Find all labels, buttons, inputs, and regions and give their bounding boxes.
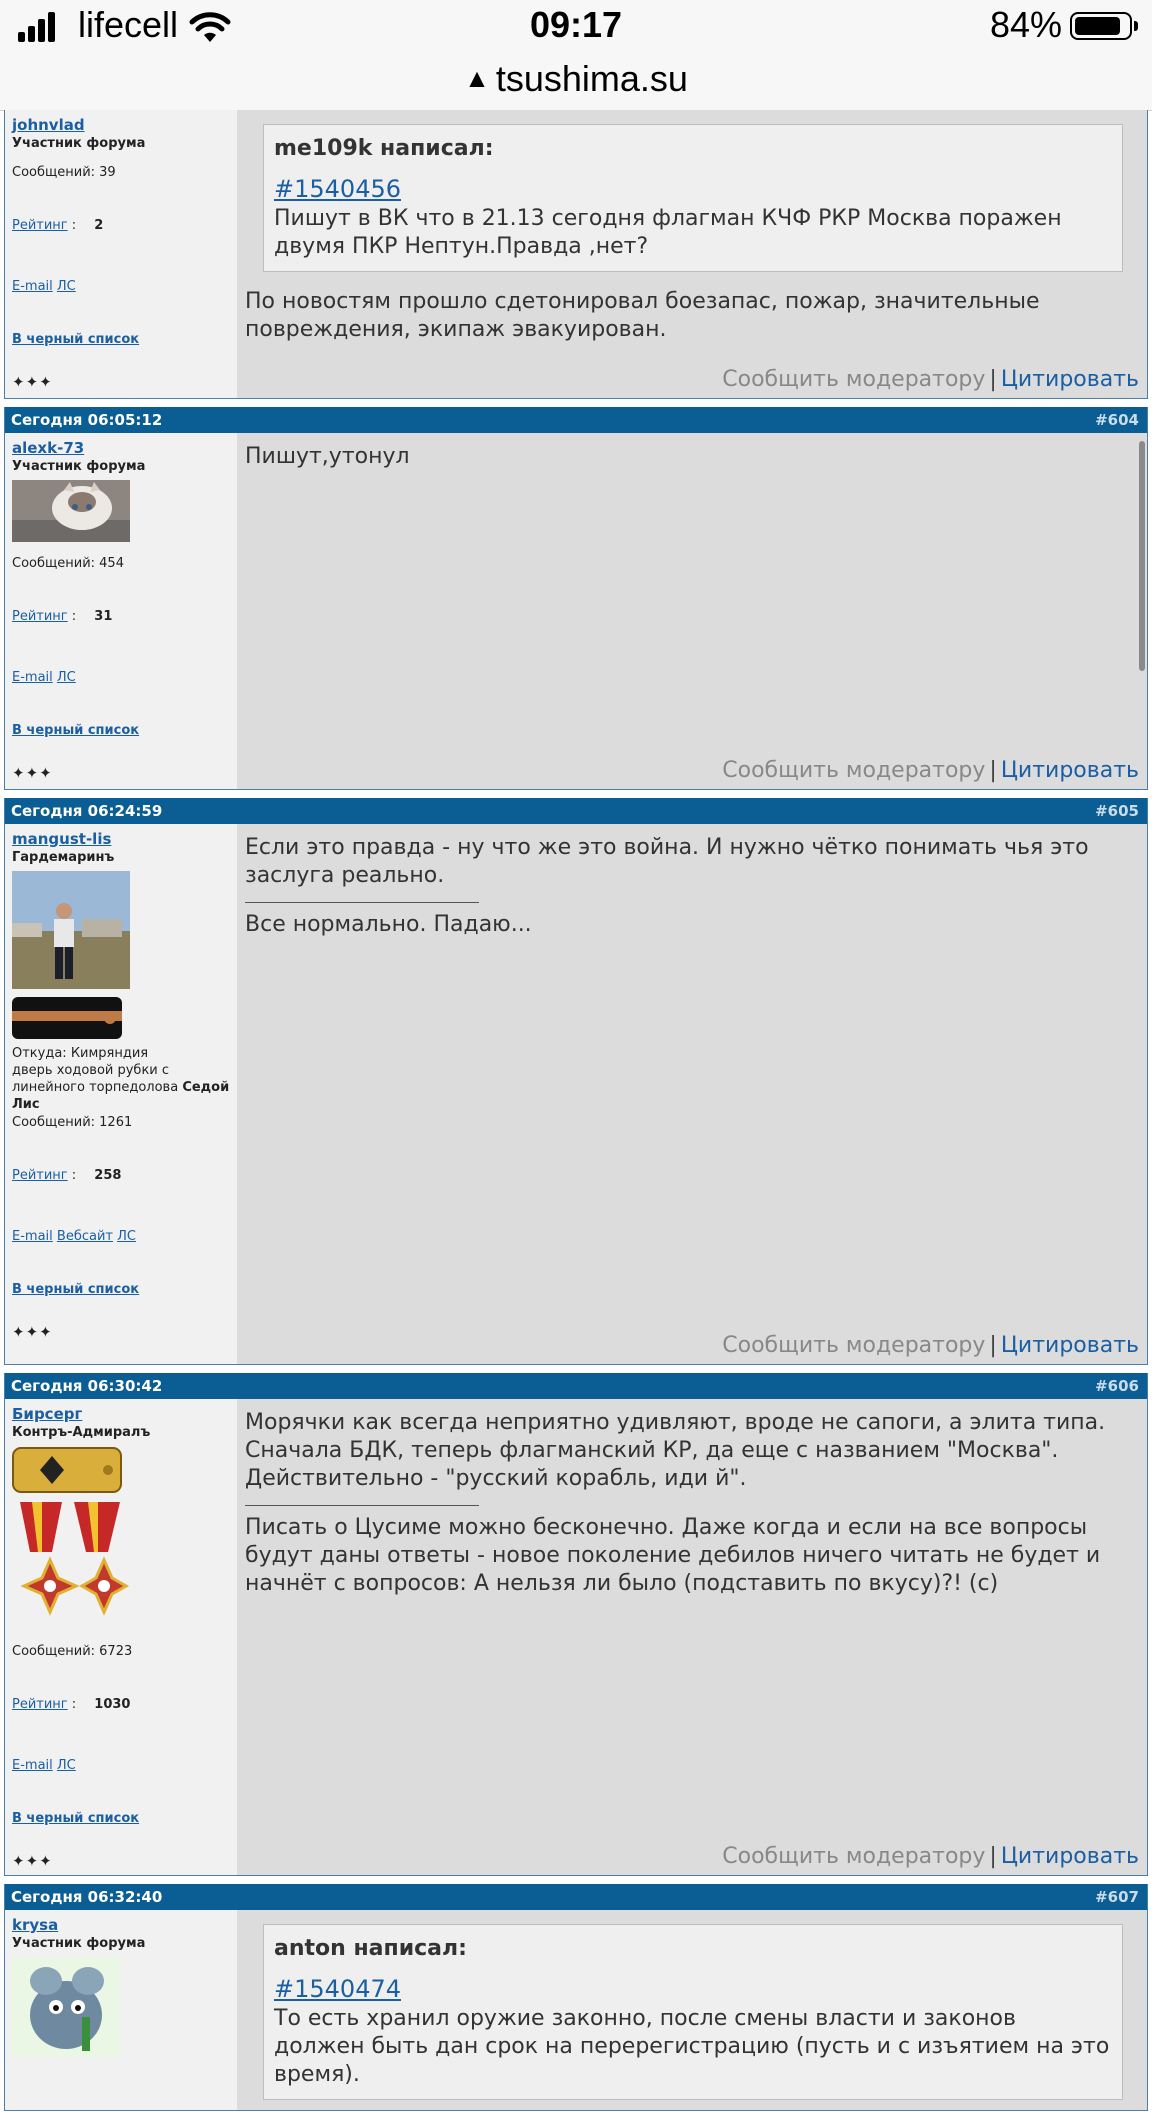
quote-text: То есть хранил оружие законно, после смены власти и законов должен быть дан срок на перерегистрацию (пусть и с изъятием на это время).	[274, 2006, 1110, 2087]
author-rank: Гардемаринъ	[12, 850, 115, 865]
quote-author: anton написал:	[274, 1936, 467, 1961]
author-name[interactable]: krysa	[12, 1916, 59, 1934]
post-header	[5, 798, 1147, 824]
post-text: Пишут,утонул	[245, 444, 410, 469]
signature-divider	[245, 902, 479, 903]
rating-value: 1030	[94, 1697, 131, 1712]
quote-author: me109k написал:	[274, 136, 494, 161]
author-panel	[5, 433, 237, 789]
author-rank: Участник форума	[12, 1936, 146, 1951]
more-icon[interactable]: ✦✦✦	[12, 764, 53, 782]
more-icon[interactable]: ✦✦✦	[12, 373, 53, 391]
contacts	[12, 279, 231, 294]
contacts	[12, 670, 231, 685]
quote-text: Пишут в ВК что в 21.13 сегодня флагман КЧФ РКР Москва поражен двумя ПКР Нептун.Правда ,нет?	[274, 206, 1062, 259]
message-count: Сообщений: 39	[12, 165, 116, 180]
clock: 09:17	[529, 4, 623, 45]
author-name[interactable]: mangust-lis	[12, 830, 112, 848]
forum-post	[4, 1884, 1148, 2111]
post-number[interactable]: #604	[1095, 411, 1139, 429]
avatar	[12, 480, 130, 542]
author-panel	[5, 824, 237, 1364]
battery-percent: 84%	[990, 4, 1063, 45]
quote-post-link[interactable]: #1540456	[274, 175, 401, 203]
separator: |	[989, 758, 997, 783]
quote-button[interactable]: Цитировать	[1000, 367, 1139, 392]
author-name[interactable]: alexk-73	[12, 439, 85, 457]
more-icon[interactable]: ✦✦✦	[12, 1852, 53, 1870]
pm-link[interactable]: ЛС	[56, 1758, 76, 1773]
quote-block	[263, 1924, 1123, 2100]
separator: |	[989, 367, 997, 392]
post-content	[237, 110, 1147, 398]
rating-link[interactable]: Рейтинг	[12, 1168, 68, 1183]
battery-icon	[1070, 12, 1132, 40]
forum-thread	[4, 110, 1148, 2119]
post-content	[237, 824, 1147, 1364]
report-moderator-link[interactable]: Сообщить модератору	[722, 1844, 986, 1869]
post-number[interactable]: #605	[1095, 802, 1139, 820]
author-rank: Контръ-Адмиралъ	[12, 1425, 151, 1440]
scrollbar[interactable]	[1139, 441, 1145, 671]
post-text: Морячки как всегда неприятно удивляют, вроде не сапоги, а элита типа. Сначала БДК, теперь флагманский КР, да еще с названием "Москва". Действительно - "русский корабль, иди й".	[245, 1410, 1106, 1491]
status-bar	[0, 0, 1152, 58]
rating-value: 2	[94, 218, 104, 233]
medals-image	[12, 1500, 130, 1630]
separator: |	[989, 1844, 997, 1869]
forum-post	[4, 1373, 1148, 1876]
report-moderator-link[interactable]: Сообщить модератору	[722, 367, 986, 392]
post-date: Сегодня 06:24:59	[11, 802, 163, 820]
pm-link[interactable]: ЛС	[56, 670, 76, 685]
post-text: По новостям прошло сдетонировал боезапас, пожар, значительные повреждения, экипаж эвакуирован.	[245, 289, 1040, 342]
rank-insignia-image	[12, 1446, 126, 1494]
quote-button[interactable]: Цитировать	[1000, 758, 1139, 783]
post-actions	[722, 367, 1139, 392]
message-count: Сообщений: 454	[12, 556, 124, 571]
message-count: Сообщений: 1261	[12, 1115, 133, 1130]
rating-value: 258	[94, 1168, 122, 1183]
author-rank: Участник форума	[12, 136, 146, 151]
avatar	[12, 871, 130, 989]
post-content	[237, 1399, 1147, 1875]
rank-insignia-image	[12, 995, 126, 1041]
rating-link[interactable]: Рейтинг	[12, 609, 68, 624]
blacklist-link[interactable]: В черный список	[12, 1282, 140, 1297]
forum-post	[4, 110, 1148, 399]
rating: Рейтинг : 1030	[12, 1697, 131, 1712]
more-icon[interactable]: ✦✦✦	[12, 1323, 53, 1341]
author-rank: Участник форума	[12, 459, 146, 474]
warning-icon: ▲	[464, 63, 490, 93]
separator: |	[989, 1333, 997, 1358]
post-actions	[722, 1333, 1139, 1358]
rating: Рейтинг : 2	[12, 218, 104, 233]
author-name[interactable]: Бирсерг	[12, 1405, 83, 1423]
post-date: Сегодня 06:32:40	[11, 1888, 163, 1906]
contacts	[12, 1229, 231, 1244]
post-header	[5, 1884, 1147, 1910]
rating-link[interactable]: Рейтинг	[12, 218, 68, 233]
rating-link[interactable]: Рейтинг	[12, 1697, 68, 1712]
post-content	[237, 433, 1147, 789]
blacklist-link[interactable]: В черный список	[12, 723, 140, 738]
post-number[interactable]: #607	[1095, 1888, 1139, 1906]
website-link[interactable]: Вебсайт	[56, 1229, 113, 1244]
post-date: Сегодня 06:05:12	[11, 411, 163, 429]
rating: Рейтинг : 258	[12, 1168, 122, 1183]
contacts	[12, 1758, 231, 1773]
author-location: Откуда: Кимряндия дверь ходовой рубки с линейного торпедолова Седой Лис	[12, 1046, 230, 1112]
email-link[interactable]: E-mail	[12, 670, 53, 685]
report-moderator-link[interactable]: Сообщить модератору	[722, 758, 986, 783]
address-bar[interactable]	[0, 58, 1152, 111]
rating-value: 31	[94, 609, 113, 624]
message-count: Сообщений: 6723	[12, 1644, 133, 1659]
post-actions	[722, 1844, 1139, 1869]
author-panel	[5, 1910, 237, 2110]
post-header	[5, 1373, 1147, 1399]
quote-button[interactable]: Цитировать	[1000, 1333, 1139, 1358]
report-moderator-link[interactable]: Сообщить модератору	[722, 1333, 986, 1358]
quote-post-link[interactable]: #1540474	[274, 1975, 401, 2003]
email-link[interactable]: E-mail	[12, 1229, 53, 1244]
signature: Все нормально. Падаю...	[245, 912, 532, 937]
email-link[interactable]: E-mail	[12, 279, 53, 294]
signature-divider	[245, 1505, 479, 1506]
quote-block	[263, 124, 1123, 272]
url-text: tsushima.su	[495, 58, 688, 99]
pm-link[interactable]: ЛС	[117, 1229, 136, 1244]
author-name[interactable]: johnvlad	[12, 116, 85, 134]
post-header	[5, 407, 1147, 433]
email-link[interactable]: E-mail	[12, 1758, 53, 1773]
forum-post	[4, 407, 1148, 790]
pm-link[interactable]: ЛС	[56, 279, 76, 294]
post-number[interactable]: #606	[1095, 1377, 1139, 1395]
post-date: Сегодня 06:30:42	[11, 1377, 163, 1395]
author-panel	[5, 110, 237, 398]
rating: Рейтинг : 31	[12, 609, 113, 624]
quote-button[interactable]: Цитировать	[1000, 1844, 1139, 1869]
carrier-name: lifecell	[78, 4, 179, 45]
avatar	[12, 1957, 120, 2057]
forum-post	[4, 798, 1148, 1365]
post-actions	[722, 758, 1139, 783]
post-text: Если это правда - ну что же это война. И нужно чётко понимать чья это заслуга реально.	[245, 835, 1089, 888]
blacklist-link[interactable]: В черный список	[12, 332, 140, 347]
post-content	[237, 1910, 1147, 2110]
signature: Писать о Цусиме можно бесконечно. Даже когда и если на все вопросы будут даны ответы - новое поколение дебилов ничего читать не будет и начнёт с вопросов: А нельзя ли было (подставить по вкусу)?! (с)	[245, 1515, 1101, 1596]
author-panel	[5, 1399, 237, 1875]
blacklist-link[interactable]: В черный список	[12, 1811, 140, 1826]
